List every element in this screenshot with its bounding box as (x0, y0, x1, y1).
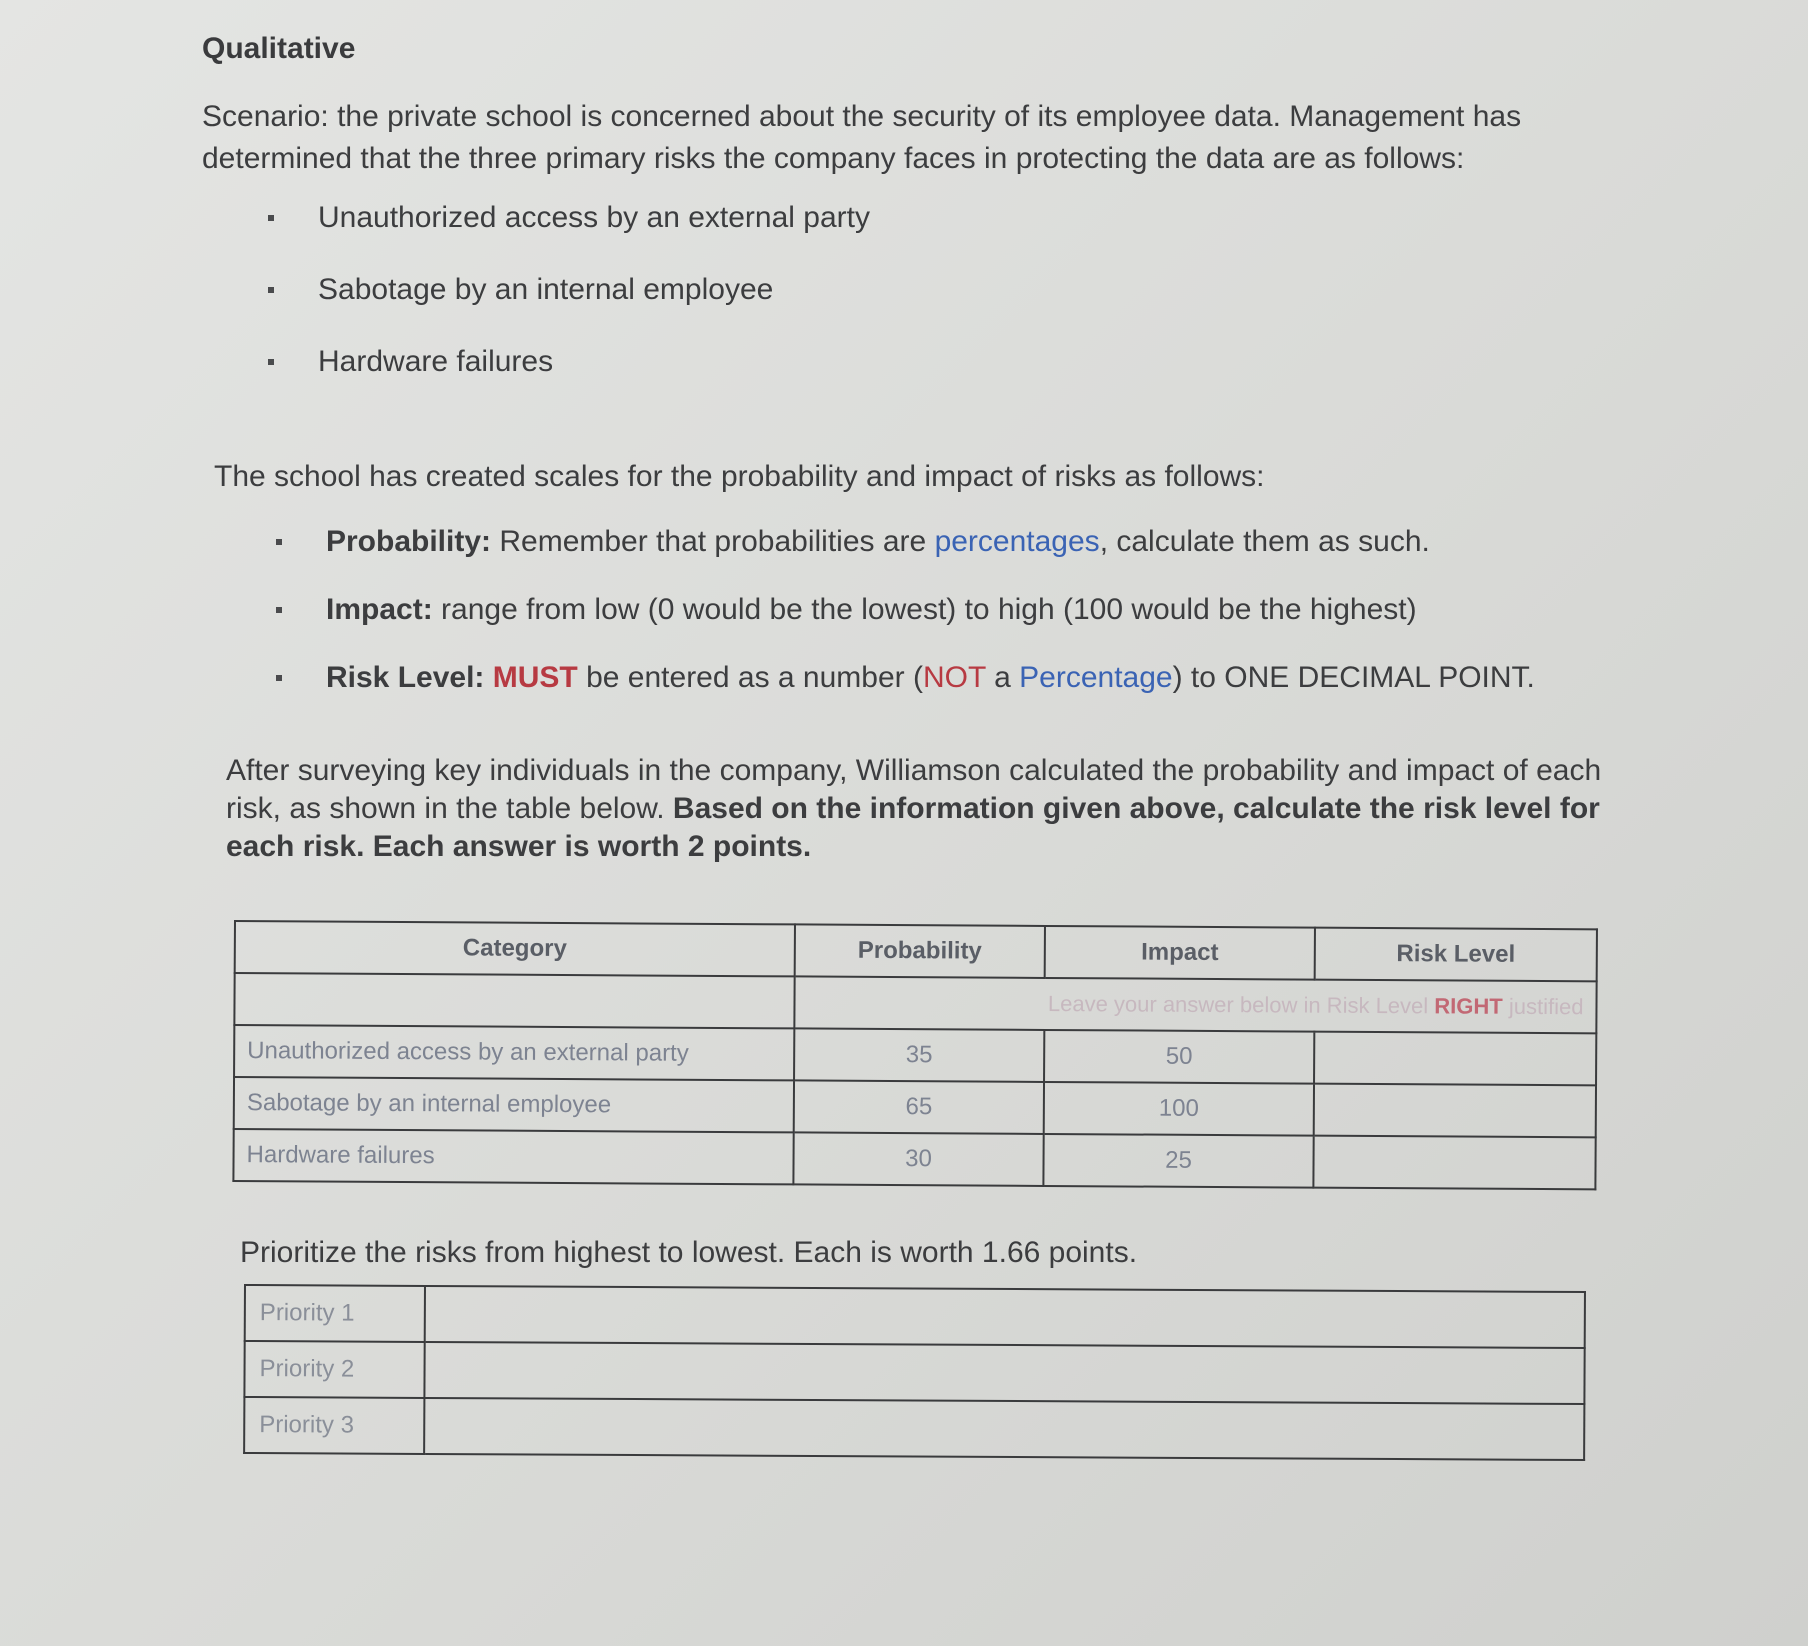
scales-intro: The school has created scales for the probability and impact of risks as follows: (214, 460, 1265, 493)
probability-text: Remember that probabilities are (491, 525, 935, 558)
category-cell: Hardware failures (233, 1129, 793, 1184)
empty-cell (234, 973, 794, 1028)
risk-level-text-2: a (985, 661, 1020, 694)
list-item (318, 342, 870, 382)
impact-label: Impact: (326, 593, 433, 626)
note-text: Leave your answer below in Risk Level (1047, 990, 1435, 1019)
bullet-icon (276, 675, 282, 681)
probability-cell: 35 (794, 1028, 1044, 1082)
priority-input-cell[interactable] (424, 1398, 1584, 1460)
probability-label: Probability: (326, 525, 492, 558)
risk-level-input-cell[interactable] (1314, 1032, 1596, 1086)
note-highlight: RIGHT (1434, 993, 1503, 1019)
list-item (318, 198, 870, 270)
risk-bullet-list (318, 198, 870, 382)
answer-instruction-note (794, 976, 1596, 1033)
scales-bullet-list (326, 522, 1535, 698)
table-row (244, 1397, 1584, 1460)
priority-label: Priority 2 (244, 1341, 424, 1398)
list-item (318, 270, 870, 342)
not-emphasis: NOT (922, 661, 986, 694)
risk-item-text: Sabotage by an internal employee (318, 273, 774, 306)
survey-instruction: Based on the information given above, calculate the risk level for each risk. Each answer is worth 2 points. (226, 792, 1600, 863)
category-cell: Sabotage by an internal employee (234, 1077, 794, 1132)
risk-item-text: Unauthorized access by an external party (318, 201, 870, 234)
impact-cell: 50 (1044, 1030, 1314, 1084)
probability-text-end: , calculate them as such. (1099, 525, 1430, 558)
table-row (245, 1285, 1585, 1348)
risk-level-text-1: be entered as a number ( (577, 661, 923, 694)
impact-cell: 100 (1044, 1082, 1314, 1136)
list-item (326, 590, 1535, 658)
impact-text: range from low (0 would be the lowest) to high (100 would be the highest) (432, 593, 1417, 626)
survey-paragraph (226, 752, 1626, 866)
table-row (234, 1025, 1596, 1085)
scenario-paragraph: Scenario: the private school is concerned about the security of its employee data. Management has determined that the three primary risks the company faces in protecting the data are as follows: (202, 100, 1522, 175)
note-end: justified (1502, 993, 1584, 1020)
percentages-emphasis: percentages (934, 525, 1100, 558)
risk-table (232, 920, 1598, 1190)
priority-label: Priority 3 (244, 1397, 424, 1454)
priority-input-cell[interactable] (425, 1286, 1585, 1348)
bullet-icon (276, 539, 282, 545)
header-category: Category (235, 921, 795, 976)
priority-input-cell[interactable] (424, 1342, 1584, 1404)
priority-label: Priority 1 (245, 1285, 425, 1342)
prioritize-instruction: Prioritize the risks from highest to lowest. Each is worth 1.66 points. (240, 1236, 1138, 1269)
percentage-emphasis: Percentage (1019, 661, 1173, 694)
table-row (233, 1129, 1595, 1189)
category-cell: Unauthorized access by an external party (234, 1025, 794, 1080)
probability-cell: 65 (794, 1080, 1044, 1134)
header-probability: Probability (795, 924, 1045, 978)
header-risk-level: Risk Level (1315, 928, 1597, 982)
list-item (326, 658, 1535, 698)
risk-level-input-cell[interactable] (1314, 1084, 1596, 1138)
table-note-row (234, 973, 1596, 1033)
table-header-row (235, 921, 1597, 981)
bullet-icon (268, 287, 274, 293)
risk-level-label: Risk Level: (326, 661, 485, 694)
probability-cell: 30 (793, 1132, 1043, 1186)
bullet-icon (276, 607, 282, 613)
impact-cell: 25 (1043, 1134, 1313, 1188)
table-row (234, 1077, 1596, 1137)
bullet-icon (268, 359, 274, 365)
risk-level-input-cell[interactable] (1313, 1136, 1595, 1190)
bullet-icon (268, 215, 274, 221)
header-impact: Impact (1045, 926, 1315, 980)
survey-text: After surveying key individuals in the company, Williamson calculated the probability and impact of each risk, as shown in the table below. (226, 754, 1602, 825)
priority-table (243, 1284, 1586, 1461)
risk-level-text-3: ) to ONE DECIMAL POINT. (1172, 661, 1535, 694)
table-row (244, 1341, 1584, 1404)
list-item (326, 522, 1535, 590)
risk-item-text: Hardware failures (318, 345, 554, 378)
section-title: Qualitative (202, 32, 356, 65)
must-emphasis: MUST (492, 661, 578, 694)
